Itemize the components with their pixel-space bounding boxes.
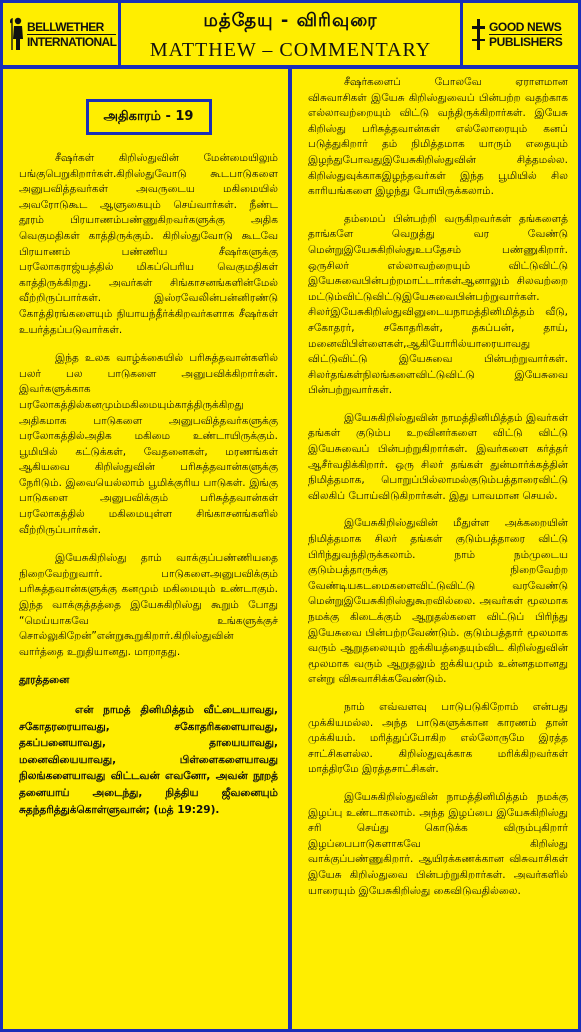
body-paragraph: இயேசுகிறிஸ்து தாம் வாக்குப்பண்ணியதை நிறைவேற்றுவார். பாடுகளைஅனுபவிக்கும் பரிசுத்தவான்களுக்கு கனமும் மகிமையும் உண்டாகும். இந்த வாக்குத்தத்தை இயேசுகிறிஸ்து கூறும் போது “மெய்யாகவே உங்களுக்குச் சொல்லுகிறேன்”என்றுகூறுகிறார்.கிறிஸ்துவின் வார்த்தை உறுதியானது. மாறாதது. — [19, 552, 278, 658]
logo-line-2: INTERNATIONAL — [27, 35, 117, 49]
good-news-logo — [460, 3, 578, 65]
shepherd-figure-icon — [9, 17, 25, 51]
title-tamil: மத்தேயு - விரிவுரை — [203, 10, 378, 31]
bellwether-logo — [3, 3, 121, 65]
chapter-label-box — [86, 99, 212, 135]
header-banner — [3, 3, 578, 69]
scripture-quote: என் நாமத் தினிமித்தம் வீட்டையாவது, சகோதரரையாவது, சகோதரிகளையாவது, தகப்பனையாவது, தாயையாவது, மனைவியையாவது, பிள்ளைகளையாவது நிலங்களையாவது விட்டவன் எவனோ, அவன் நூறத் தனையாய் அடைந்து, நித்திய ஜீவனையும் சுதந்தரித்துக்கொள்ளுவான்; (மத் 19:29). — [19, 704, 278, 816]
body-paragraph: நாம் எவ்வளவு பாடுபடுகிறோம் என்பது முக்கியமல்ல. அந்த பாடுகளுக்கான காரணம் தான் முக்கியம். மரித்துப்போகிற எல்லோருமே இரத்த சாட்சிகளல்ல. கிறிஸ்துவுக்காக மரிக்கிறவர்கள் மாத்திரமே இரத்தசாட்சிகள். — [308, 700, 568, 776]
body-paragraph: இயேசுகிறிஸ்துவின் மீதுள்ள அக்கறையின் நிமித்தமாக சிலர் தங்கள் குடும்பத்தாரை விட்டு பிரிந்துவந்திருக்கலாம். நாம் நம்முடைய குடும்பத்தாருக்கு நிறைவேற்ற வேண்டியகடமைகளைவிட்டுவிட்டு வரவேண்டு மென்றுஇயேசுகிறிஸ்துகூறவில்லை. அவர்கள் மூலமாக நமக்கு கிடைக்கும் ஆறுதல்களை விட்டுப் பிரிந்து இயேசுவை பின்பற்றவேண்டும். குடும்பத்தார் மூலமாக வரும் ஆறுதலையும் ஐக்கியத்தையும்விட கிறிஸ்துவின் மூலமாக வரும் ஆறுதலும் ஐக்கியமும் உன்னதமானது என்று விசுவாசிக்கவேண்டும். — [308, 517, 568, 686]
cross-flag-icon — [471, 17, 487, 51]
left-column — [3, 69, 292, 1029]
section-heading: தூரத்தனை — [19, 674, 70, 687]
body-paragraph: இயேசுகிறிஸ்துவின் நாமத்தினிமித்தம் நமக்கு இழப்பு உண்டாகலாம். அந்த இழப்பை இயேசுகிறிஸ்து சரி செய்து கொடுக்க விரும்புகிறார் இழப்பைபாடுகளாகவே கிறிஸ்து வாக்குப்பண்ணுகிறார். ஆயிரக்கணக்கான விசுவாசிகள் இயேசு கிறிஸ்துவை பின்பற்றுகிறார்கள். அவர்களில் யாரையும் இயேசுகிறிஸ்து கைவிடுவதில்லை. — [308, 790, 568, 897]
body-paragraph: சீஷர்களைப் போலவே ஏராளமான விசுவாசிகள் இயேசு கிறிஸ்துவைப் பின்பற்ற வதற்காக எல்லாவற்றையும் விட்டு வந்திருக்கிறார்கள். இயேசு கிறிஸ்து பரிசுத்தவான்கள் எல்லோரையும் கனப் படுத்துகிறார் தம் நிமித்தமாக யாரும் எதையும் இழந்துபோவதுஇயேசுகிறிஸ்துவின் சித்தமல்ல. கிறிஸ்துவுக்காகஇழந்தவர்கள் இந்த பூமியில் சில காரியங்களை இழந்து போயிருக்கலாம். — [308, 76, 568, 198]
bellwether-logo-text — [27, 20, 116, 49]
good-news-logo-text — [489, 20, 562, 49]
body-paragraph: தம்மைப் பின்பற்றி வருகிறவர்கள் தங்களைத் தாங்களே வெறுத்து வர வேண்டு மென்றுஇயேசுகிறிஸ்துஉபதேசம் பண்ணுகிறார். ஒருசிலர் எல்லாவற்றையும் விட்டுவிட்டு இயேசுவைபின்பற்றமாட்டார்கள்ஆனாலும் சிலவற்றை மட்டும்விட்டுவிட்டுஇயேசுவைபின்பற்றுவார்கள். சிலர்இயேசுகிறிஸ்துவினுடையநாமத்தினிமித்தம் வீடு, சகோதரர், சகோதரிகள், தகப்பன், தாய், மனைவிபிள்ளைகள்,ஆகியோரில்யாரையாவது விட்டுவிட்டு இயேசுவை பின்பற்றுவார்கள். சிலர்தங்கள்நிலங்களைவிட்டுவிட்டு இயேசுவை பின்பற்றுவார்கள். — [308, 212, 568, 397]
logo-line-1: GOOD NEWS — [489, 20, 562, 34]
logo-line-1: BELLWETHER — [27, 20, 116, 35]
page-title — [121, 3, 460, 65]
chapter-label: அதிகாரம் - 19 — [103, 109, 194, 124]
logo-line-2: PUBLISHERS — [489, 35, 563, 49]
body-paragraph: இந்த உலக வாழ்க்கையில் பரிசுத்தவான்களில் பலர் பல பாடுகளை அனுபவிக்கிறார்கள். இவர்களுக்காக பரலோகத்தில்கனமும்மகிமையும்காத்திருக்கிறது அதிகமாக பாடுகளை அனுபவித்தவர்களுக்கு பரலோகத்தில்அதிக மகிமை உண்டாயிருக்கும். பூமியில் கட்டுக்கள், வேதனைகள், மரணங்கள் ஆகியவை கிறிஸ்துவின் பரிசுத்தவான்களுக்கு நேரிடும். இவையெல்லாம் பூமிக்குரிய பாடுகள். இங்கு பாடுகளை அனுபவிக்கும் பரிசுத்தவான்கள் பரலோகத்தில் மகிமையுள்ள சிங்காசனங்களில் வீற்றிருப்பார்கள். — [19, 352, 278, 536]
right-column — [292, 69, 578, 1029]
body-paragraph: சீஷர்கள் கிறிஸ்துவின் மேன்மையிலும் பங்குபெறுகிறார்கள்.கிறிஸ்துவோடு கூடபாடுகளை அனுபவித்தவர்கள் அவருடைய மகிமையில் அவரோடுகூட ஆளுகையும் செய்வார்கள். நீண்ட தூரம் பிரயாணம்பண்ணுகிறவர்களுக்கு அதிக வெகுமதிகள் காத்திருக்கும். கிறிஸ்துவோடு கூடவே பிரயாணம் பண்ணிய சீஷர்களுக்கு பரலோகராஜ்யத்தில் மிகப்பெரிய வெகுமதிகள் காத்திருக்கிறது. அவர்கள் சிங்காசனங்களின்மேல் வீற்றிருப்பார்கள். இஸ்ரவேலின்பன்னிரண்டு கோத்திரங்களையும் நியாயந்தீர்க்கிறவர்களாக சீஷர்கள் உயர்த்தப்படுவார்கள். — [19, 152, 278, 336]
body-paragraph: இயேசுகிறிஸ்துவின் நாமத்தினிமித்தம் இவர்கள் தங்கள் குடும்ப உறவினர்களை விட்டு விட்டு இயேசுவைப் பின்பற்றுகிறார்கள். இவர்களை கர்த்தர் ஆசீர்வதிக்கிறார். ஒரு சிலர் தங்கள் துன்மார்க்கத்தின் நிமித்தமாக, பொறுப்பில்லாமல்குடும்பத்தாரைவிட்டு விலகிப் போய்விடுகிறார்கள். இது பாவமான செயல். — [308, 411, 568, 502]
title-english: MATTHEW – COMMENTARY — [149, 39, 432, 61]
